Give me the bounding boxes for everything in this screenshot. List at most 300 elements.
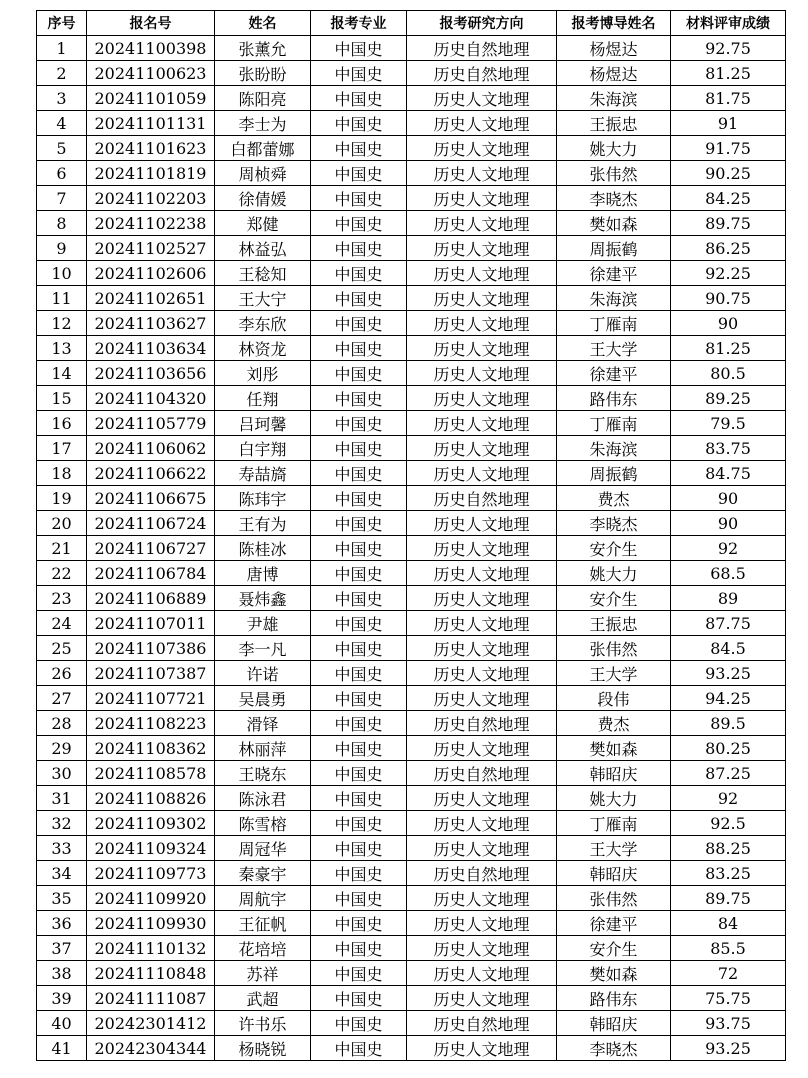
cell-name: 林资龙 <box>215 336 311 361</box>
cell-registration-no: 20241103656 <box>87 361 215 386</box>
cell-name: 林益弘 <box>215 236 311 261</box>
cell-major: 中国史 <box>311 661 407 686</box>
cell-score: 92.5 <box>671 811 786 836</box>
cell-supervisor: 段伟 <box>557 686 671 711</box>
cell-major: 中国史 <box>311 386 407 411</box>
cell-name: 张盼盼 <box>215 61 311 86</box>
table-row <box>37 261 786 286</box>
cell-registration-no: 20241110132 <box>87 936 215 961</box>
cell-name: 王晓东 <box>215 761 311 786</box>
cell-major: 中国史 <box>311 186 407 211</box>
cell-seq: 12 <box>37 311 87 336</box>
cell-seq: 15 <box>37 386 87 411</box>
cell-seq: 2 <box>37 61 87 86</box>
cell-score: 90.75 <box>671 286 786 311</box>
header-major: 报考专业 <box>311 11 407 36</box>
cell-seq: 27 <box>37 686 87 711</box>
table-row <box>37 986 786 1011</box>
cell-registration-no: 20241106727 <box>87 536 215 561</box>
cell-supervisor: 王振忠 <box>557 111 671 136</box>
cell-research-direction: 历史自然地理 <box>407 861 557 886</box>
table-row <box>37 586 786 611</box>
cell-research-direction: 历史人文地理 <box>407 386 557 411</box>
cell-seq: 20 <box>37 511 87 536</box>
cell-research-direction: 历史人文地理 <box>407 136 557 161</box>
cell-seq: 1 <box>37 36 87 61</box>
cell-supervisor: 姚大力 <box>557 561 671 586</box>
cell-registration-no: 20241111087 <box>87 986 215 1011</box>
cell-registration-no: 20241106724 <box>87 511 215 536</box>
cell-registration-no: 20241102527 <box>87 236 215 261</box>
cell-score: 72 <box>671 961 786 986</box>
table-row <box>37 761 786 786</box>
cell-seq: 5 <box>37 136 87 161</box>
cell-supervisor: 樊如森 <box>557 211 671 236</box>
cell-registration-no: 20241102238 <box>87 211 215 236</box>
table-row <box>37 961 786 986</box>
cell-score: 84 <box>671 911 786 936</box>
cell-supervisor: 徐建平 <box>557 911 671 936</box>
cell-seq: 38 <box>37 961 87 986</box>
cell-name: 陈玮宇 <box>215 486 311 511</box>
cell-name: 周冠华 <box>215 836 311 861</box>
cell-name: 滑铎 <box>215 711 311 736</box>
cell-name: 周航宇 <box>215 886 311 911</box>
cell-name: 李士为 <box>215 111 311 136</box>
cell-registration-no: 20241108578 <box>87 761 215 786</box>
cell-research-direction: 历史自然地理 <box>407 61 557 86</box>
cell-research-direction: 历史人文地理 <box>407 511 557 536</box>
table-row <box>37 336 786 361</box>
cell-score: 91 <box>671 111 786 136</box>
cell-major: 中国史 <box>311 436 407 461</box>
cell-registration-no: 20241101623 <box>87 136 215 161</box>
cell-score: 84.5 <box>671 636 786 661</box>
cell-name: 周桢舜 <box>215 161 311 186</box>
header-name: 姓名 <box>215 11 311 36</box>
cell-seq: 13 <box>37 336 87 361</box>
table-row <box>37 536 786 561</box>
cell-research-direction: 历史人文地理 <box>407 961 557 986</box>
cell-score: 83.25 <box>671 861 786 886</box>
table-row <box>37 861 786 886</box>
cell-supervisor: 朱海滨 <box>557 436 671 461</box>
cell-registration-no: 20241106889 <box>87 586 215 611</box>
cell-seq: 29 <box>37 736 87 761</box>
cell-registration-no: 20241108223 <box>87 711 215 736</box>
table-row <box>37 886 786 911</box>
table-row <box>37 936 786 961</box>
cell-name: 寿喆旖 <box>215 461 311 486</box>
cell-research-direction: 历史人文地理 <box>407 411 557 436</box>
cell-seq: 8 <box>37 211 87 236</box>
cell-score: 92 <box>671 786 786 811</box>
table-row <box>37 711 786 736</box>
cell-score: 75.75 <box>671 986 786 1011</box>
table-row <box>37 561 786 586</box>
cell-name: 陈雪榕 <box>215 811 311 836</box>
cell-major: 中国史 <box>311 936 407 961</box>
cell-registration-no: 20242301412 <box>87 1011 215 1036</box>
cell-research-direction: 历史自然地理 <box>407 761 557 786</box>
cell-seq: 37 <box>37 936 87 961</box>
cell-seq: 31 <box>37 786 87 811</box>
cell-research-direction: 历史人文地理 <box>407 286 557 311</box>
cell-supervisor: 姚大力 <box>557 786 671 811</box>
cell-supervisor: 周振鹤 <box>557 236 671 261</box>
cell-registration-no: 20241106675 <box>87 486 215 511</box>
cell-seq: 33 <box>37 836 87 861</box>
table-row <box>37 511 786 536</box>
cell-registration-no: 20241107721 <box>87 686 215 711</box>
cell-score: 90 <box>671 311 786 336</box>
cell-research-direction: 历史自然地理 <box>407 711 557 736</box>
cell-research-direction: 历史自然地理 <box>407 36 557 61</box>
table-row <box>37 136 786 161</box>
cell-research-direction: 历史人文地理 <box>407 686 557 711</box>
cell-name: 吴晨勇 <box>215 686 311 711</box>
cell-score: 89.25 <box>671 386 786 411</box>
cell-major: 中国史 <box>311 211 407 236</box>
cell-research-direction: 历史人文地理 <box>407 661 557 686</box>
cell-seq: 35 <box>37 886 87 911</box>
cell-score: 92.25 <box>671 261 786 286</box>
cell-supervisor: 韩昭庆 <box>557 1011 671 1036</box>
cell-research-direction: 历史自然地理 <box>407 1011 557 1036</box>
cell-registration-no: 20241109324 <box>87 836 215 861</box>
table-row <box>37 361 786 386</box>
cell-seq: 3 <box>37 86 87 111</box>
table-row <box>37 786 786 811</box>
cell-seq: 26 <box>37 661 87 686</box>
cell-registration-no: 20241106062 <box>87 436 215 461</box>
table-row <box>37 286 786 311</box>
cell-major: 中国史 <box>311 311 407 336</box>
cell-name: 徐倩媛 <box>215 186 311 211</box>
cell-registration-no: 20241108826 <box>87 786 215 811</box>
cell-major: 中国史 <box>311 536 407 561</box>
cell-major: 中国史 <box>311 1036 407 1061</box>
cell-seq: 28 <box>37 711 87 736</box>
table-row <box>37 411 786 436</box>
table-row <box>37 111 786 136</box>
cell-major: 中国史 <box>311 586 407 611</box>
cell-name: 白都蕾娜 <box>215 136 311 161</box>
cell-supervisor: 李晓杰 <box>557 1036 671 1061</box>
cell-supervisor: 张伟然 <box>557 636 671 661</box>
cell-seq: 40 <box>37 1011 87 1036</box>
cell-registration-no: 20241101059 <box>87 86 215 111</box>
table-row <box>37 211 786 236</box>
cell-registration-no: 20241105779 <box>87 411 215 436</box>
cell-score: 84.25 <box>671 186 786 211</box>
table-header-row <box>37 11 786 36</box>
table-row <box>37 1011 786 1036</box>
cell-registration-no: 20242304344 <box>87 1036 215 1061</box>
cell-score: 93.75 <box>671 1011 786 1036</box>
cell-name: 李一凡 <box>215 636 311 661</box>
cell-research-direction: 历史人文地理 <box>407 336 557 361</box>
cell-score: 85.5 <box>671 936 786 961</box>
cell-name: 王征帆 <box>215 911 311 936</box>
cell-seq: 21 <box>37 536 87 561</box>
cell-name: 陈泳君 <box>215 786 311 811</box>
cell-research-direction: 历史人文地理 <box>407 586 557 611</box>
cell-registration-no: 20241109302 <box>87 811 215 836</box>
cell-supervisor: 姚大力 <box>557 136 671 161</box>
cell-research-direction: 历史人文地理 <box>407 986 557 1011</box>
cell-seq: 7 <box>37 186 87 211</box>
cell-major: 中国史 <box>311 836 407 861</box>
header-supervisor: 报考博导姓名 <box>557 11 671 36</box>
cell-name: 许诺 <box>215 661 311 686</box>
cell-name: 林丽萍 <box>215 736 311 761</box>
cell-supervisor: 路伟东 <box>557 386 671 411</box>
cell-registration-no: 20241109920 <box>87 886 215 911</box>
cell-research-direction: 历史人文地理 <box>407 736 557 761</box>
cell-registration-no: 20241107011 <box>87 611 215 636</box>
cell-seq: 6 <box>37 161 87 186</box>
cell-major: 中国史 <box>311 136 407 161</box>
cell-supervisor: 张伟然 <box>557 886 671 911</box>
cell-registration-no: 20241104320 <box>87 386 215 411</box>
cell-major: 中国史 <box>311 286 407 311</box>
cell-major: 中国史 <box>311 561 407 586</box>
cell-registration-no: 20241106784 <box>87 561 215 586</box>
cell-name: 花培培 <box>215 936 311 961</box>
cell-research-direction: 历史人文地理 <box>407 811 557 836</box>
cell-major: 中国史 <box>311 511 407 536</box>
cell-major: 中国史 <box>311 886 407 911</box>
cell-seq: 34 <box>37 861 87 886</box>
cell-research-direction: 历史人文地理 <box>407 86 557 111</box>
cell-major: 中国史 <box>311 986 407 1011</box>
cell-registration-no: 20241102606 <box>87 261 215 286</box>
cell-score: 92.75 <box>671 36 786 61</box>
cell-registration-no: 20241103627 <box>87 311 215 336</box>
cell-major: 中国史 <box>311 686 407 711</box>
cell-supervisor: 韩昭庆 <box>557 861 671 886</box>
cell-research-direction: 历史人文地理 <box>407 936 557 961</box>
cell-name: 唐博 <box>215 561 311 586</box>
cell-registration-no: 20241101819 <box>87 161 215 186</box>
cell-major: 中国史 <box>311 61 407 86</box>
cell-research-direction: 历史人文地理 <box>407 311 557 336</box>
cell-score: 81.25 <box>671 61 786 86</box>
cell-seq: 22 <box>37 561 87 586</box>
cell-research-direction: 历史人文地理 <box>407 611 557 636</box>
cell-supervisor: 张伟然 <box>557 161 671 186</box>
cell-seq: 24 <box>37 611 87 636</box>
cell-name: 秦豪宇 <box>215 861 311 886</box>
cell-research-direction: 历史人文地理 <box>407 561 557 586</box>
cell-registration-no: 20241101131 <box>87 111 215 136</box>
table-row <box>37 186 786 211</box>
cell-seq: 4 <box>37 111 87 136</box>
cell-research-direction: 历史人文地理 <box>407 886 557 911</box>
cell-score: 90 <box>671 486 786 511</box>
cell-registration-no: 20241109930 <box>87 911 215 936</box>
cell-research-direction: 历史人文地理 <box>407 1036 557 1061</box>
cell-research-direction: 历史自然地理 <box>407 486 557 511</box>
cell-supervisor: 樊如森 <box>557 961 671 986</box>
cell-supervisor: 李晓杰 <box>557 186 671 211</box>
cell-name: 武超 <box>215 986 311 1011</box>
cell-major: 中国史 <box>311 786 407 811</box>
cell-score: 89.75 <box>671 886 786 911</box>
table-row <box>37 61 786 86</box>
cell-major: 中国史 <box>311 486 407 511</box>
cell-score: 81.25 <box>671 336 786 361</box>
cell-major: 中国史 <box>311 161 407 186</box>
cell-major: 中国史 <box>311 961 407 986</box>
cell-research-direction: 历史人文地理 <box>407 836 557 861</box>
cell-supervisor: 樊如森 <box>557 736 671 761</box>
cell-score: 86.25 <box>671 236 786 261</box>
cell-registration-no: 20241100623 <box>87 61 215 86</box>
table-row <box>37 236 786 261</box>
cell-major: 中国史 <box>311 111 407 136</box>
cell-major: 中国史 <box>311 611 407 636</box>
cell-registration-no: 20241103634 <box>87 336 215 361</box>
cell-name: 李东欣 <box>215 311 311 336</box>
cell-major: 中国史 <box>311 861 407 886</box>
table-row <box>37 311 786 336</box>
cell-seq: 25 <box>37 636 87 661</box>
cell-name: 杨晓锐 <box>215 1036 311 1061</box>
cell-score: 79.5 <box>671 411 786 436</box>
cell-research-direction: 历史人文地理 <box>407 186 557 211</box>
cell-major: 中国史 <box>311 461 407 486</box>
cell-registration-no: 20241106622 <box>87 461 215 486</box>
cell-name: 任翔 <box>215 386 311 411</box>
cell-major: 中国史 <box>311 236 407 261</box>
cell-seq: 17 <box>37 436 87 461</box>
cell-research-direction: 历史人文地理 <box>407 536 557 561</box>
cell-score: 87.75 <box>671 611 786 636</box>
cell-score: 92 <box>671 536 786 561</box>
cell-research-direction: 历史人文地理 <box>407 361 557 386</box>
cell-major: 中国史 <box>311 761 407 786</box>
cell-research-direction: 历史人文地理 <box>407 111 557 136</box>
table-row <box>37 161 786 186</box>
cell-research-direction: 历史人文地理 <box>407 786 557 811</box>
header-registration-no: 报名号 <box>87 11 215 36</box>
cell-score: 91.75 <box>671 136 786 161</box>
cell-registration-no: 20241110848 <box>87 961 215 986</box>
cell-research-direction: 历史人文地理 <box>407 636 557 661</box>
cell-supervisor: 路伟东 <box>557 986 671 1011</box>
cell-seq: 39 <box>37 986 87 1011</box>
cell-major: 中国史 <box>311 261 407 286</box>
cell-supervisor: 朱海滨 <box>557 286 671 311</box>
cell-score: 80.25 <box>671 736 786 761</box>
cell-supervisor: 安介生 <box>557 536 671 561</box>
table-row <box>37 811 786 836</box>
cell-seq: 10 <box>37 261 87 286</box>
cell-name: 王大宁 <box>215 286 311 311</box>
cell-score: 87.25 <box>671 761 786 786</box>
cell-name: 王有为 <box>215 511 311 536</box>
header-research-direction: 报考研究方向 <box>407 11 557 36</box>
cell-name: 吕珂馨 <box>215 411 311 436</box>
cell-score: 93.25 <box>671 1036 786 1061</box>
cell-major: 中国史 <box>311 336 407 361</box>
cell-research-direction: 历史人文地理 <box>407 161 557 186</box>
cell-score: 90.25 <box>671 161 786 186</box>
cell-registration-no: 20241107387 <box>87 661 215 686</box>
table-row <box>37 736 786 761</box>
table-row <box>37 386 786 411</box>
table-row <box>37 686 786 711</box>
header-seq: 序号 <box>37 11 87 36</box>
cell-supervisor: 王大学 <box>557 836 671 861</box>
cell-supervisor: 王振忠 <box>557 611 671 636</box>
cell-name: 张薰允 <box>215 36 311 61</box>
score-table <box>36 10 786 1061</box>
cell-name: 郑健 <box>215 211 311 236</box>
cell-name: 尹雄 <box>215 611 311 636</box>
cell-name: 刘彤 <box>215 361 311 386</box>
cell-supervisor: 丁雁南 <box>557 311 671 336</box>
cell-seq: 23 <box>37 586 87 611</box>
table-row <box>37 911 786 936</box>
cell-registration-no: 20241102651 <box>87 286 215 311</box>
cell-score: 80.5 <box>671 361 786 386</box>
table-row <box>37 86 786 111</box>
cell-supervisor: 费杰 <box>557 711 671 736</box>
cell-name: 聂炜鑫 <box>215 586 311 611</box>
table-row <box>37 436 786 461</box>
cell-major: 中国史 <box>311 361 407 386</box>
cell-seq: 19 <box>37 486 87 511</box>
table-row <box>37 1036 786 1061</box>
cell-supervisor: 王大学 <box>557 661 671 686</box>
cell-major: 中国史 <box>311 736 407 761</box>
cell-major: 中国史 <box>311 811 407 836</box>
cell-major: 中国史 <box>311 636 407 661</box>
cell-score: 81.75 <box>671 86 786 111</box>
table-row <box>37 636 786 661</box>
cell-research-direction: 历史人文地理 <box>407 461 557 486</box>
cell-score: 83.75 <box>671 436 786 461</box>
table-body <box>37 36 786 1061</box>
table-row <box>37 36 786 61</box>
cell-score: 89 <box>671 586 786 611</box>
header-score: 材料评审成绩 <box>671 11 786 36</box>
cell-supervisor: 杨煜达 <box>557 36 671 61</box>
cell-supervisor: 杨煜达 <box>557 61 671 86</box>
cell-registration-no: 20241107386 <box>87 636 215 661</box>
table-row <box>37 611 786 636</box>
cell-supervisor: 周振鹤 <box>557 461 671 486</box>
cell-seq: 9 <box>37 236 87 261</box>
cell-seq: 30 <box>37 761 87 786</box>
cell-research-direction: 历史人文地理 <box>407 261 557 286</box>
cell-supervisor: 安介生 <box>557 586 671 611</box>
cell-score: 89.5 <box>671 711 786 736</box>
cell-supervisor: 徐建平 <box>557 361 671 386</box>
cell-supervisor: 韩昭庆 <box>557 761 671 786</box>
cell-research-direction: 历史人文地理 <box>407 211 557 236</box>
cell-major: 中国史 <box>311 711 407 736</box>
cell-research-direction: 历史人文地理 <box>407 436 557 461</box>
cell-seq: 14 <box>37 361 87 386</box>
cell-supervisor: 李晓杰 <box>557 511 671 536</box>
cell-name: 苏祥 <box>215 961 311 986</box>
table-row <box>37 461 786 486</box>
cell-score: 84.75 <box>671 461 786 486</box>
